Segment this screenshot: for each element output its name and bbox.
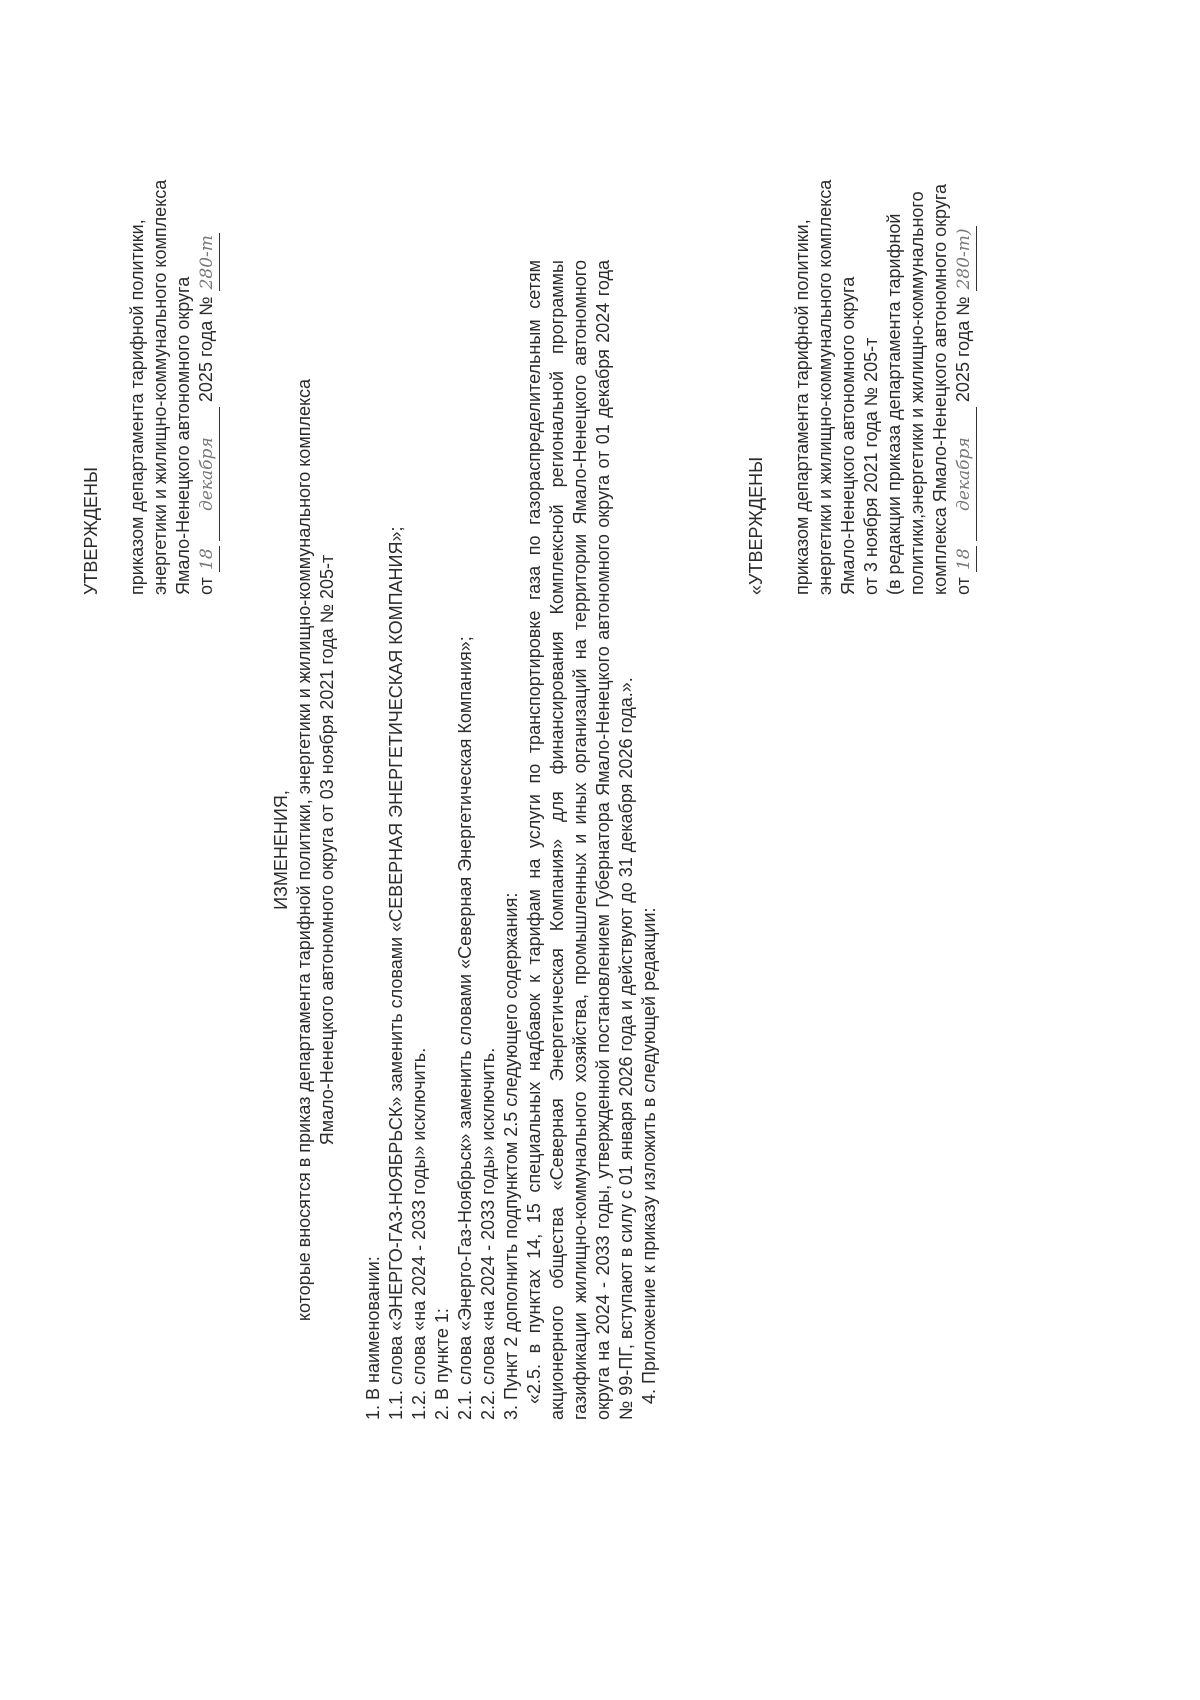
date-suffix: 2025 года № [196,296,216,403]
approval-line: Ямало-Ненецкого автономного округа [838,276,858,595]
title-line: Ямало-Ненецкого автономного округа от 03 ноября 2021 года № 205-т [317,554,337,1146]
approval-block-bottom [745,35,977,595]
list-item: 2.2. слова «на 2024 - 2033 годы» исключить. [478,1047,498,1420]
approval-heading: УТВЕРЖДЕНЫ [81,467,101,595]
approval-line: политики,энергетики и жилищно-коммунального [907,191,927,595]
approval-date-line [952,35,977,595]
approval-line: приказом департамента тарифной политики, [792,219,812,595]
date-day: 18 [196,546,220,572]
approval-line: комплекса Ямало-Ненецкого автономного округа [930,183,950,595]
approval-line: Ямало-Ненецкого автономного округа [173,276,193,595]
document-body [362,260,661,1420]
approval-heading: «УТВЕРЖДЕНЫ [746,456,766,595]
title-line: которые вносятся в приказ департамента тарифной политики, энергетики и жилищно-коммунального комплекса [294,378,314,1322]
list-item: 2. В пункте 1: [432,1308,452,1420]
date-prefix: от [953,577,973,595]
approval-line: энергетики и жилищно-коммунального комплекса [815,179,835,595]
document-title [270,60,339,1640]
list-item: 2.1. слова «Энерго-Газ-Ноябрьск» заменить словами «Северная Энергетическая Компания»; [455,636,475,1420]
approval-line: от 3 ноября 2021 года № 205-т [861,337,881,595]
list-item: 1. В наименовании: [363,1256,383,1420]
date-number: 280-т) [953,226,977,291]
approval-date-line [195,35,220,595]
date-month: декабря [196,407,220,541]
date-month: декабря [953,407,977,541]
list-item: 3. Пункт 2 дополнить подпунктом 2.5 следующего содержания: [501,892,521,1420]
list-item: 4. Приложение к приказу изложить в следующей редакции: [639,907,659,1404]
date-number: 280-т [196,233,220,291]
approval-line: (в редакции приказа департамента тарифной [884,213,904,595]
approval-block-top [80,35,220,595]
date-day: 18 [953,546,977,572]
paragraph-2-5: «2.5. в пунктах 14, 15 специальных надбавок к тарифам на услуги по транспортировке газа по газораспределительным сетям акционерного общества «Северная Энергетическая Компания» для финансирования Комплексной региональной программы газификации жилищно-коммунального хозяйства, промышленных и иных организаций на территории Ямало-Ненецкого автономного округа на 2024 - 2033 годы, утвержденной постановлением Губернатора Ямало-Ненецкого автономного округа от 01 декабря 2024 года № 99-ПГ, вступают в силу с 01 января 2026 года и действуют до 31 декабря 2026 года.». [524,260,636,1420]
list-item: 1.2. слова «на 2024 - 2033 годы» исключить. [409,1047,429,1420]
approval-line: приказом департамента тарифной политики, [127,219,147,595]
date-suffix: 2025 года № [953,296,973,403]
date-prefix: от [196,577,216,595]
list-item: 1.1. слова «ЭНЕРГО-ГАЗ-НОЯБРЬСК» заменить словами «СЕВЕРНАЯ ЭНЕРГЕТИЧЕСКАЯ КОМПАНИЯ»; [386,526,406,1420]
title-heading: ИЗМЕНЕНИЯ, [271,790,291,910]
approval-line: энергетики и жилищно-коммунального комплекса [150,179,170,595]
